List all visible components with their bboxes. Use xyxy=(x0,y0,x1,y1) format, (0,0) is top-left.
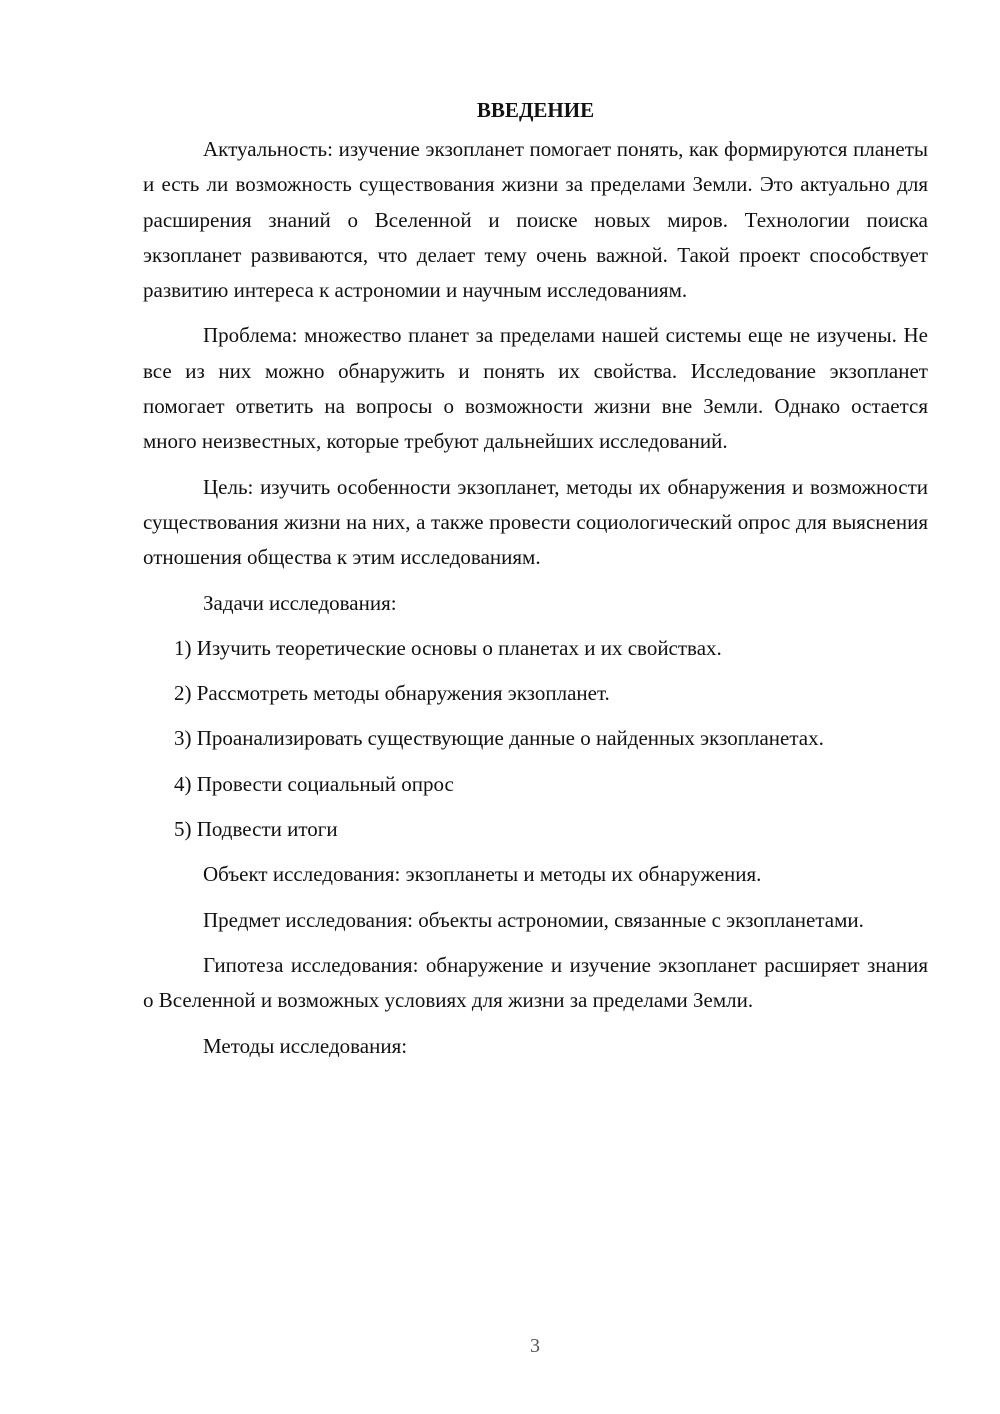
task-item-1: 1) Изучить теоретические основы о планетах и их свойствах. xyxy=(174,635,722,660)
page-number: 3 xyxy=(530,1335,540,1357)
paragraph-problem: Проблема: множество планет за пределами нашей системы еще не изучены. Не все из них можно обнаружить и понять их свойства. Исследование экзопланет помогает ответить на вопросы о возможности жизни вне Земли. Однако остается много неизвестных, которые требуют дальнейших исследований. xyxy=(143,323,928,454)
paragraph-hypothesis: Гипотеза исследования: обнаружение и изучение экзопланет расширяет знания о Вселенной и возможных условиях для жизни за пределами Земли. xyxy=(143,952,928,1013)
task-item-2: 2) Рассмотреть методы обнаружения экзопланет. xyxy=(174,681,610,706)
page-content xyxy=(143,92,928,1064)
task-item-3: 3) Проанализировать существующие данные о найденных экзопланетах. xyxy=(174,726,824,751)
task-item-5: 5) Подвести итоги xyxy=(174,817,338,842)
methods-title: Методы исследования: xyxy=(203,1033,408,1058)
paragraph-subject: Предмет исследования: объекты астрономии, связанные с экзопланетами. xyxy=(203,907,864,932)
task-item-4: 4) Провести социальный опрос xyxy=(174,771,454,796)
paragraph-goal: Цель: изучить особенности экзопланет, методы их обнаружения и возможности существования жизни на них, а также провести социологический опрос для выяснения отношения общества к этим исследованиям. xyxy=(143,474,928,570)
paragraph-relevance: Актуальность: изучение экзопланет помогает понять, как формируются планеты и есть ли возможность существования жизни за пределами Земли. Это актуально для расширения знаний о Вселенной и поиске новых миров. Технологии поиска экзопланет развиваются, что делает тему очень важной. Такой проект способствует развитию интереса к астрономии и научным исследованиям. xyxy=(143,137,928,303)
tasks-title: Задачи исследования: xyxy=(203,590,397,615)
paragraph-object: Объект исследования: экзопланеты и методы их обнаружения. xyxy=(203,862,762,887)
section-heading: ВВЕДЕНИЕ xyxy=(476,98,595,122)
